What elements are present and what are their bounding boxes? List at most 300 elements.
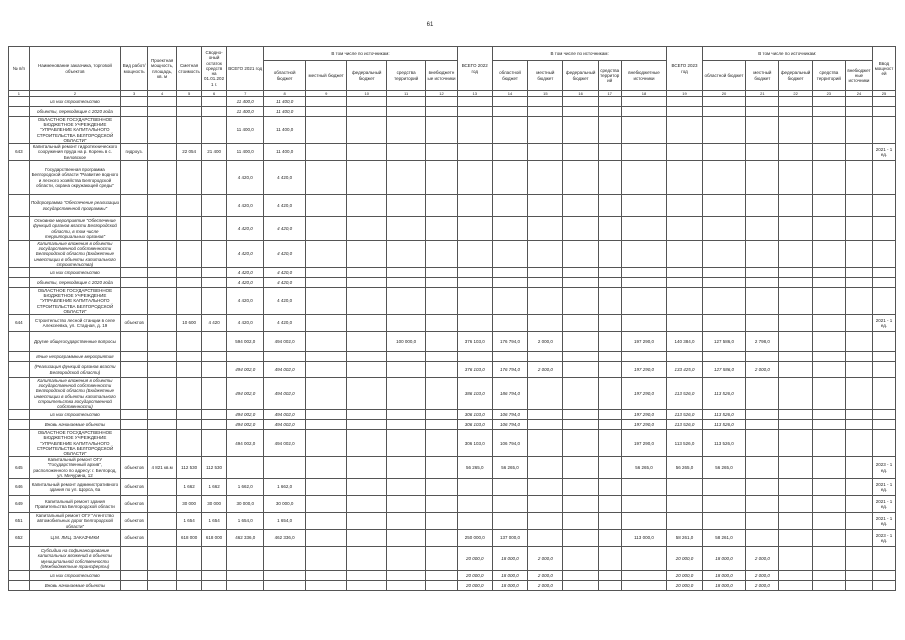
cell-reg2022 xyxy=(492,479,527,496)
row-number xyxy=(9,107,30,117)
cell-reg2022: 176 794,0 xyxy=(492,332,527,352)
cell-reg2021: 4 420,0 xyxy=(264,217,306,241)
cell-ext2023 xyxy=(845,288,872,315)
header-source-sub2022-1: местный бюджет xyxy=(528,61,563,91)
cell-reg2021: 494 002,0 xyxy=(264,420,306,430)
cell-ext2022: 197 290,0 xyxy=(621,420,667,430)
table-row xyxy=(9,107,896,117)
cell-capacity xyxy=(148,420,177,430)
cell-terr2022 xyxy=(598,571,621,581)
cell-cost xyxy=(177,352,202,362)
cell-fed2022 xyxy=(563,410,598,420)
cell-terr2021 xyxy=(386,97,425,107)
cell-loc2021 xyxy=(305,496,347,513)
cell-loc2022 xyxy=(528,107,563,117)
cell-terr2021 xyxy=(386,161,425,195)
header-col-remaining: Сводно-оный остаток средств на 01.01.2021 г. xyxy=(202,47,227,91)
cell-fed2021 xyxy=(347,278,386,288)
cell-ext2023 xyxy=(845,352,872,362)
cell-commission xyxy=(872,332,895,352)
cell-type xyxy=(121,107,148,117)
cell-cost xyxy=(177,571,202,581)
cell-terr2022 xyxy=(598,352,621,362)
cell-ext2021 xyxy=(426,430,457,457)
cell-reg2023 xyxy=(702,352,746,362)
column-index: 20 xyxy=(702,91,746,97)
cell-reg2021: 494 002,0 xyxy=(264,410,306,420)
cell-loc2023 xyxy=(746,315,779,332)
cell-capacity xyxy=(148,496,177,513)
cell-fed2023 xyxy=(779,581,812,591)
table-row xyxy=(9,195,896,217)
cell-commission: 2021 - 1 ед. xyxy=(872,479,895,496)
cell-terr2023 xyxy=(812,513,845,530)
column-index: 4 xyxy=(148,91,177,97)
cell-ext2022 xyxy=(621,547,667,571)
table-row xyxy=(9,278,896,288)
cell-loc2021 xyxy=(305,571,347,581)
cell-ext2021 xyxy=(426,268,457,278)
cell-reg2021: 494 002,0 xyxy=(264,332,306,352)
cell-commission xyxy=(872,217,895,241)
cell-remaining xyxy=(202,332,227,352)
cell-terr2021 xyxy=(386,241,425,268)
cell-reg2022: 106 794,0 xyxy=(492,420,527,430)
cell-capacity xyxy=(148,97,177,107)
cell-loc2022 xyxy=(528,352,563,362)
cell-reg2023: 18 000,0 xyxy=(702,547,746,571)
cell-cost xyxy=(177,288,202,315)
cell-loc2021 xyxy=(305,161,347,195)
cell-reg2021: 11 400,0 xyxy=(264,107,306,117)
cell-cost xyxy=(177,547,202,571)
cell-terr2021 xyxy=(386,496,425,513)
cell-loc2022 xyxy=(528,420,563,430)
cell-loc2021 xyxy=(305,117,347,144)
column-index: 25 xyxy=(872,91,895,97)
cell-total2022: 386 103,0 xyxy=(457,378,492,410)
row-name: Подпрограмма "Обеспечение реализации государственной программы" xyxy=(29,195,120,217)
cell-loc2023 xyxy=(746,420,779,430)
cell-total2022 xyxy=(457,217,492,241)
cell-type: объектов xyxy=(121,315,148,332)
cell-loc2021 xyxy=(305,144,347,161)
cell-terr2023 xyxy=(812,288,845,315)
cell-loc2022 xyxy=(528,144,563,161)
cell-capacity xyxy=(148,430,177,457)
cell-loc2021 xyxy=(305,241,347,268)
cell-ext2021 xyxy=(426,161,457,195)
cell-ext2023 xyxy=(845,530,872,547)
cell-reg2021 xyxy=(264,457,306,479)
table-row xyxy=(9,268,896,278)
row-name: объекты, переходящие с 2020 года xyxy=(29,278,120,288)
cell-reg2022 xyxy=(492,496,527,513)
cell-reg2022 xyxy=(492,117,527,144)
cell-loc2022 xyxy=(528,97,563,107)
cell-ext2021 xyxy=(426,288,457,315)
cell-terr2023 xyxy=(812,144,845,161)
cell-ext2021 xyxy=(426,571,457,581)
cell-ext2022: 197 290,0 xyxy=(621,378,667,410)
cell-ext2023 xyxy=(845,117,872,144)
cell-fed2022 xyxy=(563,571,598,581)
cell-ext2023 xyxy=(845,513,872,530)
cell-total2022: 306 103,0 xyxy=(457,430,492,457)
cell-terr2022 xyxy=(598,195,621,217)
cell-remaining xyxy=(202,217,227,241)
cell-terr2023 xyxy=(812,161,845,195)
cell-reg2022 xyxy=(492,241,527,268)
cell-loc2023 xyxy=(746,430,779,457)
cell-reg2022: 176 794,0 xyxy=(492,362,527,378)
column-index: 12 xyxy=(426,91,457,97)
column-index: 23 xyxy=(812,91,845,97)
cell-reg2021: 1 654,0 xyxy=(264,513,306,530)
cell-total2023 xyxy=(667,97,702,107)
cell-fed2023 xyxy=(779,530,812,547)
cell-type xyxy=(121,378,148,410)
cell-reg2021: 1 662,0 xyxy=(264,479,306,496)
cell-fed2022 xyxy=(563,268,598,278)
cell-reg2021: 494 002,0 xyxy=(264,362,306,378)
cell-total2022 xyxy=(457,513,492,530)
cell-fed2022 xyxy=(563,195,598,217)
cell-reg2022: 186 794,0 xyxy=(492,378,527,410)
cell-total2021: 4 420,0 xyxy=(227,288,264,315)
row-name: Капитальный ремонт ОГУ "Агентство автомобильных дорог Белгородской области" xyxy=(29,513,120,530)
cell-ext2022 xyxy=(621,107,667,117)
cell-fed2023 xyxy=(779,97,812,107)
header-source-sub2023-4: внебюджетные источники xyxy=(845,61,872,91)
cell-total2023 xyxy=(667,479,702,496)
cell-terr2021 xyxy=(386,571,425,581)
header-source-sub2021-1: местный бюджет xyxy=(305,61,347,91)
cell-total2023: 113 526,0 xyxy=(667,430,702,457)
cell-fed2022 xyxy=(563,278,598,288)
cell-fed2022 xyxy=(563,97,598,107)
cell-reg2021: 494 002,0 xyxy=(264,378,306,410)
cell-fed2022 xyxy=(563,496,598,513)
cell-ext2022 xyxy=(621,581,667,591)
cell-ext2022: 56 265,0 xyxy=(621,457,667,479)
cell-capacity xyxy=(148,195,177,217)
cell-commission: 2021 - 1 ед. xyxy=(872,513,895,530)
cell-total2023 xyxy=(667,315,702,332)
header-source-sub2021-0: областной бюджет xyxy=(264,61,306,91)
cell-fed2023 xyxy=(779,547,812,571)
table-row xyxy=(9,513,896,530)
cell-fed2021 xyxy=(347,410,386,420)
cell-total2021 xyxy=(227,547,264,571)
cell-ext2023 xyxy=(845,479,872,496)
cell-total2023: 58 261,0 xyxy=(667,530,702,547)
table-row xyxy=(9,315,896,332)
cell-total2021: 4 420,0 xyxy=(227,241,264,268)
cell-type xyxy=(121,117,148,144)
cell-ext2022 xyxy=(621,97,667,107)
row-number xyxy=(9,430,30,457)
cell-type xyxy=(121,278,148,288)
cell-fed2021 xyxy=(347,496,386,513)
cell-fed2021 xyxy=(347,288,386,315)
header-source-sub2022-2: федеральный бюджет xyxy=(563,61,598,91)
cell-reg2021 xyxy=(264,352,306,362)
column-index: 22 xyxy=(779,91,812,97)
cell-fed2021 xyxy=(347,107,386,117)
cell-type xyxy=(121,161,148,195)
header-col-total-2021: ВСЕГО 2021 год xyxy=(227,47,264,91)
cell-total2022 xyxy=(457,278,492,288)
cell-ext2022 xyxy=(621,513,667,530)
cell-reg2021 xyxy=(264,581,306,591)
cell-fed2022 xyxy=(563,144,598,161)
cell-fed2021 xyxy=(347,241,386,268)
cell-fed2021 xyxy=(347,315,386,332)
cell-capacity xyxy=(148,547,177,571)
cell-loc2021 xyxy=(305,378,347,410)
table-row xyxy=(9,117,896,144)
cell-commission: 2023 - 1 ед. xyxy=(872,530,895,547)
cell-total2023 xyxy=(667,288,702,315)
cell-ext2023 xyxy=(845,496,872,513)
cell-terr2022 xyxy=(598,479,621,496)
table-row xyxy=(9,144,896,161)
cell-fed2022 xyxy=(563,362,598,378)
column-index: 14 xyxy=(492,91,527,97)
cell-fed2021 xyxy=(347,217,386,241)
cell-fed2023 xyxy=(779,571,812,581)
cell-ext2022 xyxy=(621,241,667,268)
cell-ext2023 xyxy=(845,97,872,107)
header-group-2021: В том числе по источникам: xyxy=(264,47,457,61)
cell-loc2023 xyxy=(746,378,779,410)
cell-remaining: 1 662 xyxy=(202,479,227,496)
cell-cost: 112 530 xyxy=(177,457,202,479)
cell-cost xyxy=(177,97,202,107)
cell-fed2022 xyxy=(563,241,598,268)
row-name: из них строительство xyxy=(29,268,120,278)
cell-loc2021 xyxy=(305,97,347,107)
cell-total2022 xyxy=(457,107,492,117)
cell-total2022: 56 265,0 xyxy=(457,457,492,479)
cell-reg2021: 4 420,0 xyxy=(264,288,306,315)
row-number xyxy=(9,195,30,217)
cell-terr2023 xyxy=(812,496,845,513)
cell-total2022: 306 103,0 xyxy=(457,410,492,420)
cell-terr2022 xyxy=(598,513,621,530)
cell-reg2021: 4 420,0 xyxy=(264,241,306,268)
cell-loc2023 xyxy=(746,513,779,530)
row-number: 651 xyxy=(9,513,30,530)
cell-total2021: 11 400,0 xyxy=(227,117,264,144)
cell-fed2022 xyxy=(563,547,598,571)
column-index: 17 xyxy=(598,91,621,97)
cell-ext2022 xyxy=(621,117,667,144)
cell-remaining xyxy=(202,195,227,217)
cell-cost xyxy=(177,420,202,430)
cell-commission xyxy=(872,571,895,581)
cell-cost xyxy=(177,195,202,217)
cell-total2023 xyxy=(667,117,702,144)
cell-fed2022 xyxy=(563,107,598,117)
cell-ext2022 xyxy=(621,161,667,195)
cell-capacity xyxy=(148,315,177,332)
cell-ext2021 xyxy=(426,195,457,217)
row-number xyxy=(9,352,30,362)
cell-ext2022 xyxy=(621,144,667,161)
cell-ext2021 xyxy=(426,513,457,530)
cell-type xyxy=(121,268,148,278)
cell-ext2021 xyxy=(426,97,457,107)
cell-loc2021 xyxy=(305,530,347,547)
cell-terr2022 xyxy=(598,547,621,571)
table-row xyxy=(9,581,896,591)
cell-loc2022 xyxy=(528,378,563,410)
cell-remaining xyxy=(202,547,227,571)
cell-ext2022: 113 000,0 xyxy=(621,530,667,547)
cell-terr2023 xyxy=(812,457,845,479)
cell-remaining xyxy=(202,278,227,288)
header-source-sub2021-2: федеральный бюджет xyxy=(347,61,386,91)
cell-total2021 xyxy=(227,352,264,362)
column-index: 24 xyxy=(845,91,872,97)
cell-total2022 xyxy=(457,241,492,268)
cell-commission xyxy=(872,547,895,571)
header-source-sub2023-2: федеральный бюджет xyxy=(779,61,812,91)
cell-loc2021 xyxy=(305,268,347,278)
cell-fed2021 xyxy=(347,144,386,161)
cell-fed2022 xyxy=(563,217,598,241)
cell-terr2021 xyxy=(386,217,425,241)
cell-total2021: 4 420,0 xyxy=(227,315,264,332)
cell-reg2022 xyxy=(492,278,527,288)
cell-type xyxy=(121,352,148,362)
cell-total2023: 113 526,0 xyxy=(667,410,702,420)
cell-terr2022 xyxy=(598,268,621,278)
cell-terr2023 xyxy=(812,117,845,144)
header-col-total-2023: ВСЕГО 2023 год xyxy=(667,47,702,91)
cell-ext2023 xyxy=(845,107,872,117)
cell-terr2023 xyxy=(812,410,845,420)
cell-reg2021: 4 420,0 xyxy=(264,268,306,278)
row-number: 644 xyxy=(9,315,30,332)
cell-cost xyxy=(177,268,202,278)
cell-total2021: 4 420,0 xyxy=(227,161,264,195)
table-row xyxy=(9,430,896,457)
cell-total2021: 11 400,0 xyxy=(227,97,264,107)
column-index: 2 xyxy=(29,91,120,97)
column-index: 19 xyxy=(667,91,702,97)
investment-table xyxy=(8,46,896,591)
cell-ext2022: 197 290,0 xyxy=(621,410,667,420)
cell-reg2023: 113 526,0 xyxy=(702,420,746,430)
cell-fed2023 xyxy=(779,268,812,278)
cell-total2023 xyxy=(667,496,702,513)
cell-loc2022 xyxy=(528,217,563,241)
row-number xyxy=(9,581,30,591)
cell-total2021 xyxy=(227,581,264,591)
cell-reg2022: 18 000,0 xyxy=(492,581,527,591)
cell-total2021: 11 400,0 xyxy=(227,107,264,117)
row-name: Капитальные вложения в объекты государственной собственности Белгородской области (Бюджетные инвестиции в объекты капитального строительства) xyxy=(29,241,120,268)
cell-reg2023: 127 586,0 xyxy=(702,332,746,352)
table-row xyxy=(9,352,896,362)
cell-loc2023 xyxy=(746,107,779,117)
row-number: 643 xyxy=(9,144,30,161)
cell-loc2021 xyxy=(305,410,347,420)
cell-terr2023 xyxy=(812,362,845,378)
cell-loc2023: 2 000,0 xyxy=(746,571,779,581)
cell-ext2021 xyxy=(426,117,457,144)
cell-type: объектов xyxy=(121,479,148,496)
cell-reg2023: 18 000,0 xyxy=(702,571,746,581)
row-name: Другие общегосударственные вопросы xyxy=(29,332,120,352)
cell-fed2023 xyxy=(779,513,812,530)
cell-fed2021 xyxy=(347,161,386,195)
cell-commission xyxy=(872,581,895,591)
cell-reg2023 xyxy=(702,268,746,278)
cell-reg2022: 18 000,0 xyxy=(492,571,527,581)
header-col-cost: Сметная стоимость xyxy=(177,47,202,91)
cell-commission xyxy=(872,410,895,420)
cell-loc2023: 2 000,0 xyxy=(746,547,779,571)
cell-fed2021 xyxy=(347,352,386,362)
cell-fed2022 xyxy=(563,430,598,457)
cell-loc2023 xyxy=(746,144,779,161)
cell-capacity xyxy=(148,117,177,144)
cell-total2021 xyxy=(227,457,264,479)
row-number xyxy=(9,117,30,144)
cell-reg2021 xyxy=(264,571,306,581)
row-name: из них строительство xyxy=(29,410,120,420)
column-index: 3 xyxy=(121,91,148,97)
cell-loc2021 xyxy=(305,217,347,241)
cell-cost xyxy=(177,107,202,117)
row-number xyxy=(9,410,30,420)
cell-terr2023 xyxy=(812,332,845,352)
cell-reg2021: 462 336,0 xyxy=(264,530,306,547)
cell-loc2022: 2 000,0 xyxy=(528,362,563,378)
cell-commission xyxy=(872,378,895,410)
column-index: 9 xyxy=(305,91,347,97)
cell-type xyxy=(121,217,148,241)
cell-reg2022 xyxy=(492,161,527,195)
row-name: ОБЛАСТНОЕ ГОСУДАРСТВЕННОЕ БЮДЖЕТНОЕ УЧРЕЖДЕНИЕ "УПРАВЛЕНИЕ КАПИТАЛЬНОГО СТРОИТЕЛЬСТВА БЕЛГОРОДСКОЙ ОБЛАСТИ" xyxy=(29,288,120,315)
cell-loc2023 xyxy=(746,530,779,547)
cell-loc2023 xyxy=(746,352,779,362)
cell-total2021: 494 002,0 xyxy=(227,378,264,410)
cell-total2022 xyxy=(457,161,492,195)
cell-terr2022 xyxy=(598,581,621,591)
cell-terr2023 xyxy=(812,268,845,278)
cell-capacity: 4 821 кв.м xyxy=(148,457,177,479)
cell-loc2021 xyxy=(305,352,347,362)
row-name: ОБЛАСТНОЕ ГОСУДАРСТВЕННОЕ БЮДЖЕТНОЕ УЧРЕЖДЕНИЕ "УПРАВЛЕНИЕ КАПИТАЛЬНОГО СТРОИТЕЛЬСТВА БЕЛГОРОДСКОЙ ОБЛАСТИ" xyxy=(29,117,120,144)
cell-cost: 1 654 xyxy=(177,513,202,530)
cell-loc2023 xyxy=(746,288,779,315)
cell-remaining xyxy=(202,268,227,278)
table-row xyxy=(9,332,896,352)
cell-commission xyxy=(872,107,895,117)
cell-fed2023 xyxy=(779,288,812,315)
cell-terr2023 xyxy=(812,530,845,547)
cell-fed2023 xyxy=(779,479,812,496)
cell-ext2021 xyxy=(426,496,457,513)
cell-fed2022 xyxy=(563,332,598,352)
row-number xyxy=(9,420,30,430)
row-name: из них строительство xyxy=(29,97,120,107)
